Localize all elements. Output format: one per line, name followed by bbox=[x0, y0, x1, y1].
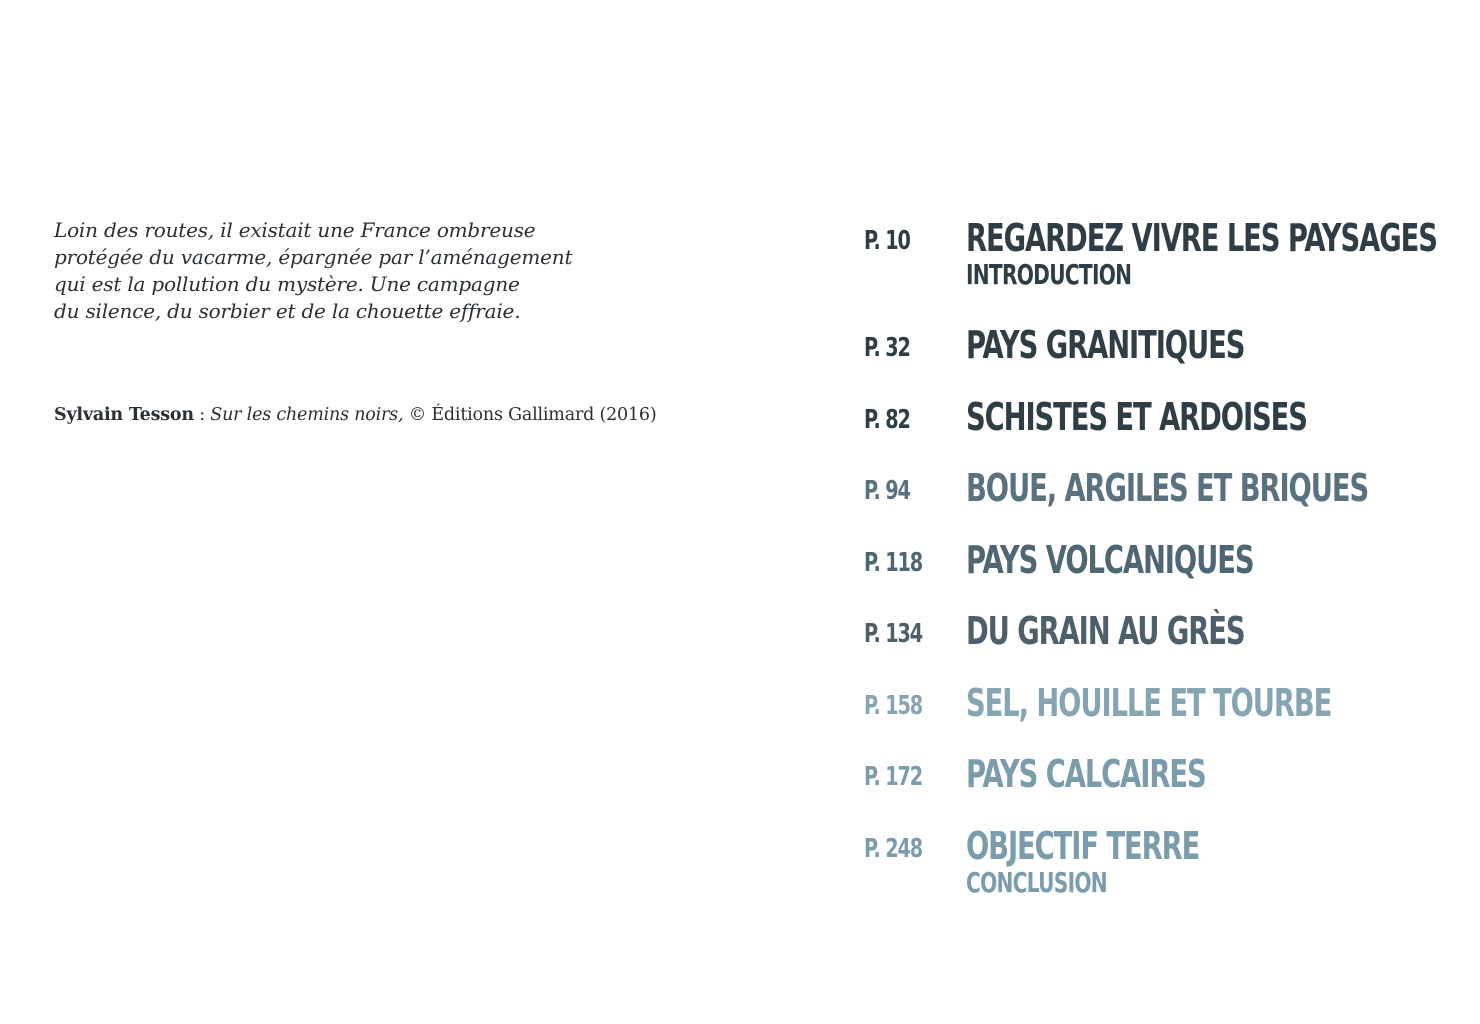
epigraph-quote bbox=[54, 217, 694, 325]
quote-line: qui est la pollution du mystère. Une campagne bbox=[54, 272, 520, 296]
table-of-contents bbox=[864, 0, 1464, 1024]
toc-page-number: P. 10 bbox=[864, 226, 910, 256]
toc-chapter-subtitle: INTRODUCTION bbox=[966, 258, 1132, 291]
attribution-work: Sur les chemins noirs, bbox=[210, 405, 404, 425]
quote-line: protégée du vacarme, épargnée par l’aménagement bbox=[54, 245, 573, 269]
toc-chapter-title: DU GRAIN AU GRÈS bbox=[966, 609, 1245, 653]
toc-page-number: P. 118 bbox=[864, 548, 923, 578]
toc-chapter-title: PAYS CALCAIRES bbox=[966, 752, 1206, 796]
quote-line: du silence, du sorbier et de la chouette effraie. bbox=[54, 299, 521, 323]
quote-attribution bbox=[54, 402, 656, 428]
toc-page-number: P. 32 bbox=[864, 333, 910, 363]
toc-chapter-title: REGARDEZ VIVRE LES PAYSAGES bbox=[966, 216, 1437, 260]
toc-chapter-title: PAYS VOLCANIQUES bbox=[966, 538, 1254, 582]
toc-chapter-title: SCHISTES ET ARDOISES bbox=[966, 395, 1307, 439]
attribution-author: Sylvain Tesson bbox=[54, 405, 194, 425]
toc-page-number: P. 94 bbox=[864, 476, 910, 506]
quote-line: Loin des routes, il existait une France ombreuse bbox=[54, 218, 536, 242]
toc-chapter-subtitle: CONCLUSION bbox=[966, 866, 1107, 899]
toc-chapter-title: PAYS GRANITIQUES bbox=[966, 323, 1245, 367]
toc-page-number: P. 82 bbox=[864, 405, 910, 435]
toc-page-number: P. 134 bbox=[864, 619, 923, 649]
toc-chapter-title: BOUE, ARGILES ET BRIQUES bbox=[966, 466, 1369, 510]
toc-page-number: P. 172 bbox=[864, 762, 923, 792]
toc-page-number: P. 158 bbox=[864, 691, 923, 721]
attribution-separator: : bbox=[193, 405, 211, 425]
toc-chapter-title: OBJECTIF TERRE bbox=[966, 824, 1200, 868]
attribution-publisher: © Éditions Gallimard (2016) bbox=[403, 405, 657, 425]
toc-chapter-title: SEL, HOUILLE ET TOURBE bbox=[966, 681, 1332, 725]
toc-page-number: P. 248 bbox=[864, 834, 923, 864]
